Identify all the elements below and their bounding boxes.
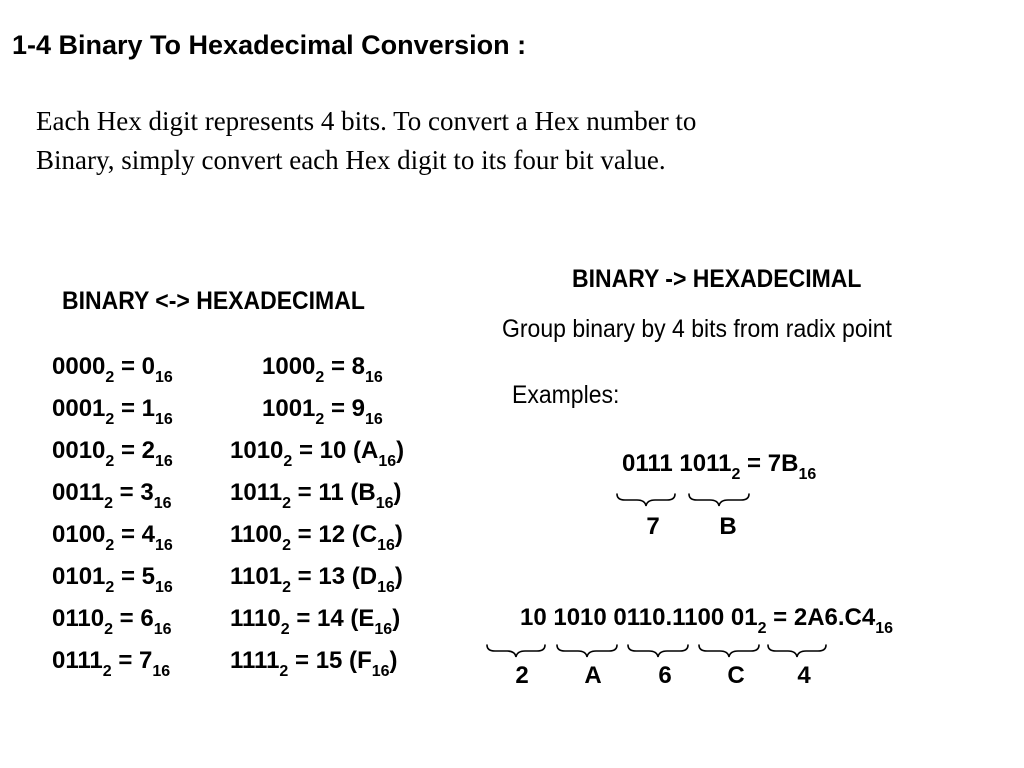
hex-letter: A	[361, 437, 379, 464]
hex-value: 2	[141, 437, 156, 464]
hex-letter: F	[357, 647, 372, 674]
binary-value: 0000	[52, 353, 106, 380]
example-2-base-2: 2	[757, 620, 767, 637]
grouping-brace	[768, 645, 826, 657]
table-row-left: $0000_2 = 0_{16}$	[52, 353, 173, 386]
base-2-subscript: 2	[104, 495, 113, 512]
grouping-brace	[557, 645, 617, 657]
example-2-digit: A	[584, 662, 602, 689]
base-2-subscript: 2	[315, 369, 325, 386]
base-2-subscript: 2	[283, 453, 293, 470]
base-2-subscript: 2	[282, 537, 291, 554]
base-2-subscript: 2	[105, 537, 115, 554]
binary-value: 1010	[230, 437, 284, 464]
decimal-value: 15	[315, 647, 343, 674]
right-panel-subtitle: Group binary by 4 bits from radix point	[502, 315, 892, 343]
base-2-subscript: 2	[279, 663, 289, 680]
example-2-hex: 2A6.C4	[793, 604, 876, 631]
base-16-subscript: 16	[155, 369, 173, 386]
binary-value: 0100	[52, 521, 106, 548]
table-row-right: $1101_2 = 13$ $(D_{16})$	[230, 563, 403, 596]
decimal-value: 11	[318, 479, 344, 506]
table-row-left: $0011_2 = 3_{16}$	[52, 479, 172, 512]
base-16-subscript: 16	[375, 495, 394, 512]
example-1-digit: B	[719, 513, 737, 540]
hex-value: 5	[141, 563, 156, 590]
binary-value: 0101	[52, 563, 106, 590]
decimal-value: 9	[351, 395, 366, 422]
binary-value: 0111	[52, 647, 103, 674]
binary-value: 1100	[230, 521, 283, 548]
hex-value: 6	[140, 605, 154, 632]
hex-value: 1	[141, 395, 156, 422]
decimal-value: 12	[318, 521, 346, 548]
example-1-base-2: 2	[731, 466, 741, 483]
base-2-subscript: 2	[102, 663, 112, 680]
example-1-digit: 7	[646, 513, 660, 540]
table-row-left: $0111_2 = 7_{16}$	[52, 647, 171, 680]
conversion-table-title: BINARY <-> HEXADECIMAL	[62, 287, 365, 315]
table-row-right: $1110_2 = 14$ $(E_{16})$	[230, 605, 401, 638]
base-16-subscript: 16	[155, 411, 173, 428]
grouping-brace	[617, 494, 675, 506]
base-16-subscript: 16	[377, 579, 395, 596]
decimal-value: 13	[318, 563, 346, 590]
base-2-subscript: 2	[105, 453, 115, 470]
base-2-subscript: 2	[105, 411, 115, 428]
example-1-hex: 7B	[767, 450, 799, 477]
base-16-subscript: 16	[155, 537, 173, 554]
table-row-right: $1000_2 = 8_{16}$	[262, 353, 383, 386]
example-2-digit: 4	[797, 662, 811, 689]
decimal-value: 14	[317, 605, 344, 632]
table-row-right: $1001_2 = 9_{16}$	[262, 395, 383, 428]
example-1-binary: 0111 1011	[622, 450, 732, 477]
hex-letter: E	[358, 605, 375, 632]
base-16-subscript: 16	[152, 663, 171, 680]
binary-value: 1001	[262, 395, 316, 422]
hex-value: 3	[140, 479, 154, 506]
decimal-value: 10	[319, 437, 347, 464]
intro-line-2: Binary, simply convert each Hex digit to its four bit value.	[36, 145, 666, 175]
base-2-subscript: 2	[282, 495, 291, 512]
base-2-subscript: 2	[104, 621, 113, 638]
base-16-subscript: 16	[365, 411, 383, 428]
base-16-subscript: 16	[371, 663, 390, 680]
base-2-subscript: 2	[282, 579, 291, 596]
example-1-base-16: 16	[798, 466, 817, 483]
example-2-binary: 10 1010 0110.1100 01	[520, 604, 758, 631]
hex-value: 7	[139, 647, 153, 674]
decimal-value: 8	[351, 353, 366, 380]
table-row-left: $0010_2 = 2_{16}$	[52, 437, 173, 470]
grouping-brace	[689, 494, 749, 506]
binary-value: 1101	[230, 563, 283, 590]
table-row-left: $0100_2 = 4_{16}$	[52, 521, 173, 554]
binary-value: 1110	[230, 605, 281, 632]
binary-value: 0010	[52, 437, 106, 464]
grouping-brace	[628, 645, 688, 657]
binary-value: 1000	[262, 353, 316, 380]
table-row-left: $0110_2 = 6_{16}$	[52, 605, 172, 638]
examples-label: Examples:	[512, 381, 620, 409]
base-2-subscript: 2	[105, 579, 115, 596]
base-16-subscript: 16	[155, 579, 173, 596]
binary-value: 1111	[230, 647, 280, 674]
base-16-subscript: 16	[155, 453, 173, 470]
table-row-right: $1100_2 = 12$ $(C_{16})$	[230, 521, 403, 554]
hex-letter: B	[358, 479, 376, 506]
base-16-subscript: 16	[153, 621, 172, 638]
base-16-subscript: 16	[153, 495, 172, 512]
right-panel-title: BINARY -> HEXADECIMAL	[572, 265, 862, 293]
base-16-subscript: 16	[374, 621, 393, 638]
hex-value: 0	[141, 353, 156, 380]
hex-letter: D	[359, 563, 378, 590]
base-16-subscript: 16	[365, 369, 383, 386]
grouping-brace	[487, 645, 545, 657]
base-2-subscript: 2	[315, 411, 325, 428]
binary-value: 0001	[52, 395, 106, 422]
table-row-right: $1011_2 = 11$ $(B_{16})$	[230, 479, 402, 512]
hex-letter: C	[359, 521, 378, 548]
hex-value: 4	[141, 521, 156, 548]
example-2-base-16: 16	[875, 620, 894, 637]
binary-value: 0011	[52, 479, 105, 506]
base-16-subscript: 16	[377, 537, 395, 554]
intro-text	[36, 102, 936, 180]
example-2-digit: 6	[658, 662, 672, 689]
table-row-right: $1111_2 = 15$ $(F_{16})$	[230, 647, 398, 680]
example-2-equation: 10 1010 0110.1100 $01_2 = 2A6.C4_{16}$	[520, 604, 894, 637]
intro-line-1: Each Hex digit represents 4 bits. To convert a Hex number to	[36, 106, 697, 136]
example-2-digit: C	[727, 662, 745, 689]
table-row-left: $0001_2 = 1_{16}$	[52, 395, 173, 428]
grouping-brace	[699, 645, 759, 657]
base-2-subscript: 2	[280, 621, 290, 638]
example-2-digit: 2	[515, 662, 529, 689]
page-title: 1-4 Binary To Hexadecimal Conversion :	[12, 30, 527, 60]
table-row-left: $0101_2 = 5_{16}$	[52, 563, 173, 596]
binary-value: 1011	[230, 479, 283, 506]
table-row-right: $1010_2 = 10$ $(A_{16})$	[230, 437, 405, 470]
example-1-equation: 0111 $1011_2 = 7B_{16}$	[622, 450, 817, 483]
binary-value: 0110	[52, 605, 105, 632]
base-16-subscript: 16	[378, 453, 397, 470]
base-2-subscript: 2	[105, 369, 115, 386]
